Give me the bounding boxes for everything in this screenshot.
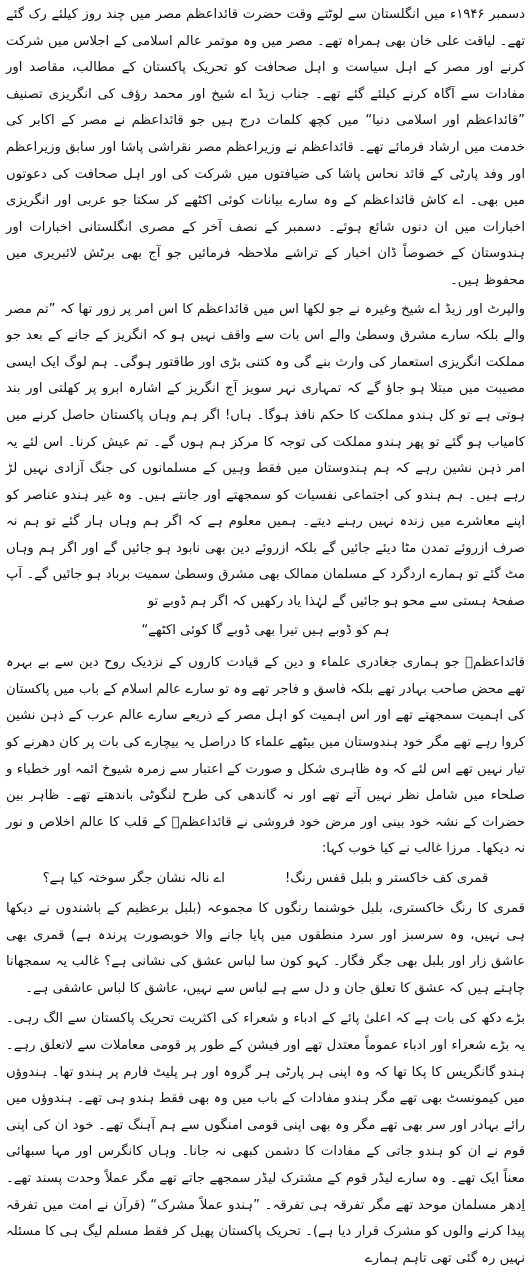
quote-closing-line: ہم کو ڈوبے ہیں تیرا بھی ڈوبے گا کوئی اکٹھے“ xyxy=(141,622,390,638)
paragraph-5: بڑے دکھ کی بات ہے کہ اعلیٰ پائے کے ادباء و شعراء کی اکثریت تحریک پاکستان سے الگ رہی۔ یہ بڑے شعراء اور ادباء عموماً معتدل تھے اور فیشن کے طور پر قومی معاملات سے لاتعلق رہے۔ ہندو گانگریس کا پکا تھا کہ وہ اپنی ہر پارٹی ہر گروہ اور ہر پلیٹ فارم پر ہندو تھا۔ ہندوؤں میں کیمونسٹ بھی تھے مگر ہندو مفادات کے باب میں وہ بھی فقط ہندو ہی تھے۔ ہندوؤں میں رائے بہادر اور سر بھی تھے مگر وہ بھی اپنی قومی امنگوں سے ہم آہنگ تھے۔ خود ان کی اپنی قوم نے ان کو ہندو جاتی کے مفادات کا دشمن کبھی نہ جانا۔ وہاں کانگرس اور مہا سبھائی معناً ایک تھے۔ وہ سارے لیڈر قوم کے مشترک لیڈر سمجھے جاتے تھے مگر عملاً وحدت پسند تھے۔ اِدھر مسلمان موحد تھے مگر تفرقہ ہی تفرقہ۔ ”ہندو عملاً مشرک“ (قرآن نے امت میں تفرقہ پیدا کرنے والوں کو مشرک قرار دیا ہے)۔ تحریک پاکستان پھیل کر فقط مسلم لیگ ہی کا مسئلہ نہیں رہ گئی تھی تاہم ہمارے xyxy=(6,1011,525,1266)
paragraph-3: قائداعظمؒ جو ہماری جغادری علماء و دین کے قیادت کاروں کے نزدیک روح دین سے بے بہرہ تھے محض صاحب بہادر تھے بلکہ فاسق و فاجر تھے وہ تو سارے عالم اسلام کے باب میں پاکستان کی اہمیت سمجھتے تھے اور اس اہمیت کو اہل مصر کے ذریعے سارے عالم عرب کے ذہن نشین کروا رہے تھے مگر خود ہندوستان میں بیٹھے علماء کا دراصل یہ بیچارے کی بات پر کان دھرنے کو تیار نہیں تھے اس لئے کہ وہ ظاہری شکل و صورت کے اعتبار سے زمرہ شیوخ ائمہ اور خطباء و صلحاء میں شامل نظر نہیں آتے تھے اور نہ گاندھی کی طرح لنگوٹی باندھتے تھے۔ ظاہر بین حضرات کے نشہ خود بینی اور مرض خود فروشی نے قائداعظمؒ کے قلب کا عالم اخلاص و نور نہ دیکھا۔ مرزا غالب نے کیا خوب کہا: xyxy=(6,655,525,857)
verse-second-misra: اے نالہ نشان جگر سوختہ کیا ہے؟ xyxy=(42,871,225,886)
paragraph-4: قمری کا رنگ خاکستری، بلبل خوشنما رنگوں کا مجموعہ (بلبل برعظیم کے باشندوں نے دیکھا ہی نہیں، وہ سرسبز اور سرد منطقوں میں پایا جانے والا خوبصورت پرندہ ہے) قمری بھی عاشق زار اور بلبل بھی جگر فگار۔ کہو کون سا لباس عشق کی نشانی ہے؟ غالب یہ سمجھانا چاہتے ہیں کہ عشق کا تعلق جان و دل سے ہے لباس سے نہیں، عاشق کا لباس عاشقی ہے۔ xyxy=(6,901,525,996)
paragraph-1: دسمبر ۱۹۴۶ء میں انگلستان سے لوٹتے وقت حضرت قائداعظم مصر میں چند روز کیلئے رک گئے تھے۔ لیاقت علی خان بھی ہمراہ تھے۔ مصر میں وہ موتمر عالم اسلامی کے اجلاس میں شرکت کرنے اور مصر کے اہل سیاست و اہل صحافت کو تحریک پاکستان کے مطالب، مقاصد اور مفادات سے آگاہ کرنے کیلئے گئے تھے۔ جناب زیڈ اے شیخ اور محمد رؤف کی انگریزی تصنیف ”قائداعظم اور اسلامی دنیا“ میں کچھ کلمات درج ہیں جو قائداعظم نے مصر کے اکابر کی خدمت میں ارشاد فرمائے تھے۔ قائداعظم نے وزیراعظم مصر نقراشی پاشا اور سابق وزیراعظم اور وفد پارٹی کے قائد نحاس پاشا کی ضیافتوں میں شرکت کی اور اہل صحافت کی دعوتوں میں بھی۔ اے کاش قائداعظم کے وہ سارے بیانات کوئی اکٹھے کر سکتا جو عربی اور انگریزی اخبارات میں ان دنوں شائع ہوئے۔ دسمبر کے نصف آخر کے مصری انگلستانی اخبارات اور ہندوستان کے خصوصاً ڈان اخبار کے تراشے ملاحظہ فرمائیں جو آج بھی برٹش لائبریری میں محفوظ ہیں۔ xyxy=(6,7,525,288)
paragraph-2: والپرٹ اور زیڈ اے شیخ وغیرہ نے جو لکھا اس میں قائداعظم کا اس امر پر زور تھا کہ ”تم مصر والے بلکہ سارے مشرق وسطیٰ والے اس بات سے واقف نہیں ہو کہ انگریز کے جانے کے بعد جو مملکت انگریزی استعمار کی وارث بنے گی وہ کتنی بڑی اور طاقتور ہوگی۔ ہم لوگ ایک ایسی مصیبت میں مبتلا ہو جاؤ گے کہ تمہاری نہر سویز آج انگریز کے اشارہ ابرو پر کھلتی اور بند ہوتی ہے تو کل ہندو مملکت کا حکم نافذ ہوگا۔ ہاں! اگر ہم وہاں پاکستان حاصل کرنے میں کامیاب ہو گئے تو پھر ہندو مملکت کی توجہ کا مرکز ہم ہوں گے۔ تم عیش کرنا۔ اس لئے یہ امر ذہن نشین رہے کہ ہم ہندوستان میں فقط وہیں کے مسلمانوں کی جنگ آزادی نہیں لڑ رہے ہیں۔ ہم ہندو کی اجتماعی نفسیات کو سمجھتے اور جانتے ہیں۔ وہ غیر ہندو عناصر کو اپنے معاشرے میں زندہ نہیں رہنے دیتے۔ ہمیں معلوم ہے کہ اگر ہم وہاں ہار گئے تو ہم نہ صرف ازروئے تمدن مٹا دیئے جائیں گے بلکہ ازروئے دین بھی نابود ہو جائیں گے اور اگر ہم وہاں مٹ گئے تو ہمارے اردگرد کے مسلمان ممالک بھی مشرق وسطیٰ سمیت برباد ہو جائیں گے۔ آپ صفحۂ ہستی سے محو ہو جائیں گے لہٰذا یاد رکھیں کہ اگر ہم ڈوبے تو xyxy=(6,301,525,610)
verse-first-misra: قمری کف خاکستر و بلبل قفس رنگ! xyxy=(284,871,489,886)
ghalib-verse xyxy=(6,866,525,892)
